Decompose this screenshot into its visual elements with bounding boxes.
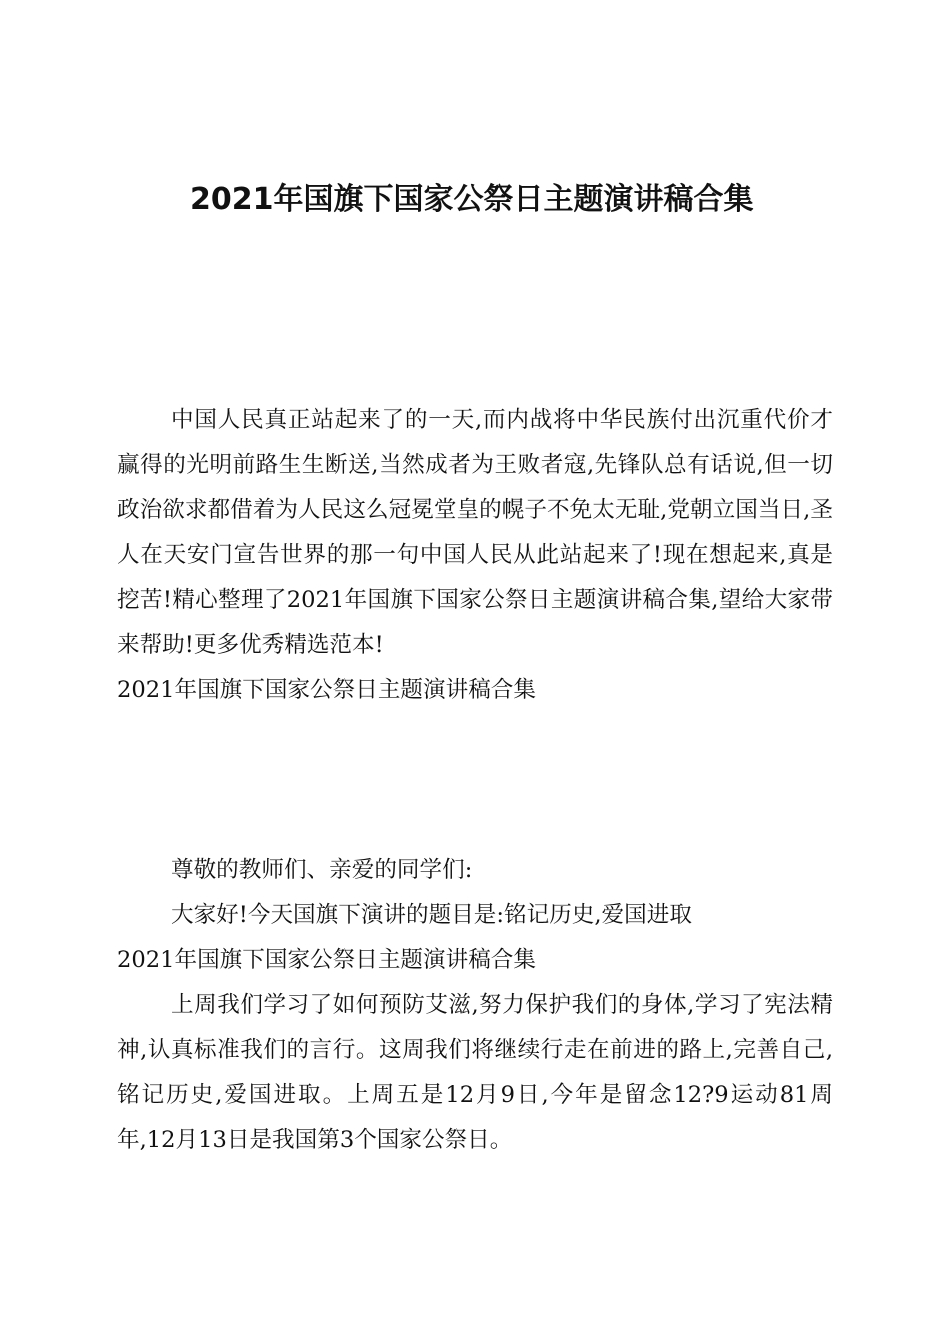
- document-title: 2021年国旗下国家公祭日主题演讲稿合集: [190, 182, 754, 217]
- salutation: 尊敬的教师们、亲爱的同学们:: [171, 857, 473, 883]
- speech-body: [117, 848, 833, 1163]
- greeting: 大家好!今天国旗下演讲的题目是:铭记历史,爱国进取: [171, 902, 692, 928]
- document-body: [117, 398, 833, 713]
- intro-paragraph: 中国人民真正站起来了的一天,而内战将中华民族付出沉重代价才赢得的光明前路生生断送,当然成者为王败者寇,先锋队总有话说,但一切政治欲求都借着为人民这么冠冕堂皇的幌子不免太无耻,党朝立国当日,圣人在天安门宣告世界的那一句中国人民从此站起来了!现在想起来,真是挖苦!精心整理了2021年国旗下国家公祭日主题演讲稿合集,望给大家带来帮助!更多优秀精选范本!: [117, 407, 833, 658]
- section-subtitle: 2021年国旗下国家公祭日主题演讲稿合集: [117, 677, 536, 703]
- section-subtitle: 2021年国旗下国家公祭日主题演讲稿合集: [117, 947, 536, 973]
- body-paragraph: 上周我们学习了如何预防艾滋,努力保护我们的身体,学习了宪法精神,认真标准我们的言行。这周我们将继续行走在前进的路上,完善自己,铭记历史,爱国进取。上周五是12月9日,今年是留念12?9运动81周年,12月13日是我国第3个国家公祭日。: [117, 992, 833, 1153]
